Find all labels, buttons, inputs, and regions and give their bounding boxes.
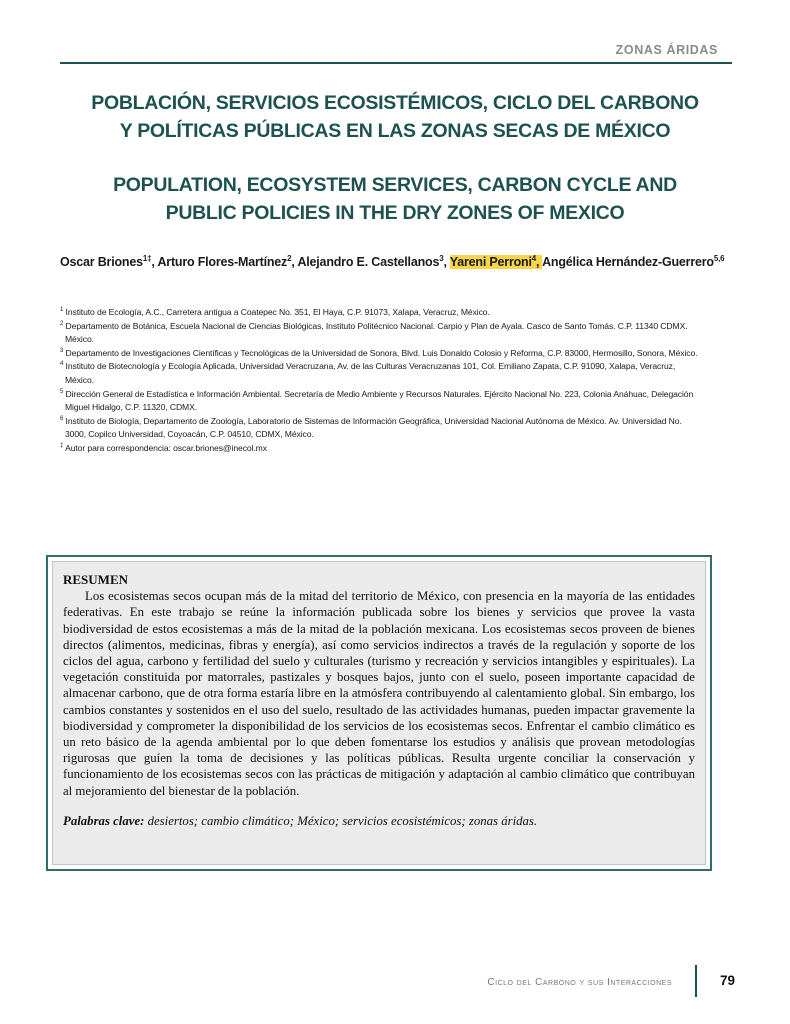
keywords — [63, 813, 695, 829]
abstract-heading: RESUMEN — [63, 572, 129, 587]
keywords-label: Palabras clave: — [63, 813, 145, 828]
affiliation-item: $^5$ Dirección General de Estadística e Información Ambiental. Secretaría de Medio Ambiente y Recursos Naturales. Ejército Nacional No. 223, Colonia Anáhuac, Delegación Miguel Hidalgo, C.P. 11320, CDMX. — [60, 388, 694, 413]
section-label: ZONAS ÁRIDAS — [615, 43, 718, 57]
header-rule — [60, 62, 732, 64]
running-title: Ciclo del Carbono y sus Interacciones — [487, 977, 672, 988]
title-english — [60, 171, 730, 227]
title-spanish — [60, 89, 730, 145]
author: Alejandro E. Castellanos$^3$, — [297, 253, 450, 269]
author: Arturo Flores-Martínez$^2$, — [157, 253, 298, 269]
affiliation-item: $^2$ Departamento de Botánica, Escuela Nacional de Ciencias Biológicas, Instituto Politécnico Nacional. Carpio y Plan de Ayala. Casco de Santo Tomás. C.P. 11340 CDMX. México. — [60, 320, 688, 345]
author-highlighted: Yareni Perroni$^4$, — [449, 253, 543, 269]
title-english-line-1: POPULATION, ECOSYSTEM SERVICES, CARBON CYCLE AND — [113, 174, 677, 196]
affiliation-item: ‡ Autor para correspondencia: oscar.briones@inecol.mx — [60, 442, 267, 453]
abstract-body: Los ecosistemas secos ocupan más de la mitad del territorio de México, con presencia en la mayoría de las entidades federativas. En este trabajo se reúne la información publicada sobre los bienes y servicios que provee la vasta biodiversidad de estos ecosistemas a más de la mitad de la población mexicana. Los ecosistemas secos proveen de bienes directos (alimentos, medicinas, fibras y energía), así como servicios indirectos a través de la regulación y soporte de los ciclos del agua, carbono y fertilidad del suelo y culturales (turismo y recreación y servicios intangibles y espirituales). La vegetación constituida por matorrales, pastizales y bosques bajos, junto con el suelo, poseen importante capacidad de almacenar carbono, que de otra forma estaría libre en la atmósfera contribuyendo al calentamiento global. Sin embargo, los cambios constantes y sostenidos en el uso del suelo, resultado de las actividades humanas, pueden impactar gravemente la biodiversidad y comprometer la disponibilidad de los servicios de los ecosistemas secos. Enfrentar el cambio climático es un reto básico de la agenda ambiental por lo que deben fomentarse los estudios y análisis que provean metodologías rigurosas que guíen la toma de decisiones y las políticas públicas. Resulta urgente conciliar la conservación y funcionamiento de los ecosistemas secos con las prácticas de mitigación y adaptación al cambio climático que contribuyan al mejoramiento del bienestar de la población. — [63, 589, 695, 798]
footer-divider — [695, 965, 697, 997]
affiliation-item: $^6$ Instituto de Biología, Departamento de Zoología, Laboratorio de Sistemas de Información Geográfica, Universidad Nacional Autónoma de México. Av. Universidad No. 3000, Copilco Universidad, Coyoacán, C.P. 04510, CDMX, México. — [60, 415, 682, 440]
affiliations — [60, 306, 700, 456]
affiliation-item: $^3$ Departamento de Investigaciones Científicas y Tecnológicas de la Universidad de Sonora, Blvd. Luis Donaldo Colosio y Reforma, C.P. 83000, Hermosillo, Sonora, México. — [60, 347, 698, 358]
title-spanish-line-1: POBLACIÓN, SERVICIOS ECOSISTÉMICOS, CICLO DEL CARBONO — [91, 92, 699, 114]
author: Oscar Briones$^{1\ddagger}$, — [60, 253, 158, 269]
affiliation-item: $^4$ Instituto de Biotecnología y Ecología Aplicada, Universidad Veracruzana, Av. de las Culturas Veracruzanas 101, Col. Emiliano Zapata, C.P. 91090, Xalapa, Veracruz, México. — [60, 361, 676, 385]
author: Angélica Hernández-Guerrero$^{5,6}$ — [542, 253, 725, 269]
title-spanish-line-2: Y POLÍTICAS PÚBLICAS EN LAS ZONAS SECAS DE MÉXICO — [119, 120, 671, 142]
abstract-panel — [52, 561, 706, 865]
author-list — [60, 253, 730, 272]
title-english-line-2: PUBLIC POLICIES IN THE DRY ZONES OF MEXICO — [165, 202, 625, 224]
keywords-list: desiertos; cambio climático; México; servicios ecosistémicos; zonas áridas. — [147, 813, 538, 828]
page-number: 79 — [720, 973, 736, 988]
affiliation-item: $^1$ Instituto de Ecología, A.C., Carretera antigua a Coatepec No. 351, El Haya, C.P. 91073, Xalapa, Veracruz, México. — [60, 307, 490, 317]
abstract-box — [46, 555, 712, 871]
